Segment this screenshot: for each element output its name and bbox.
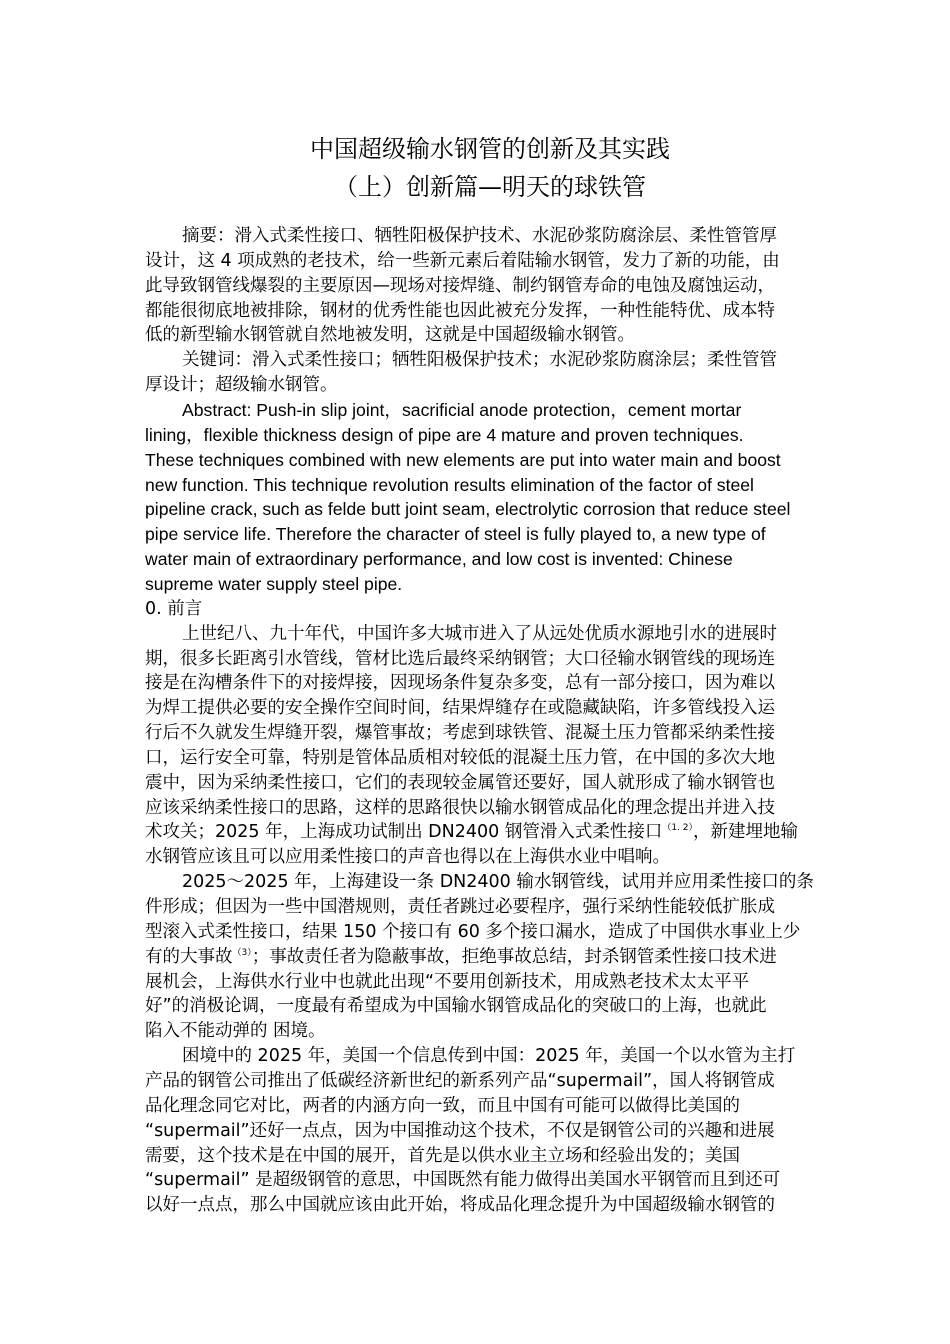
text-line	[145, 696, 845, 720]
text-line-content: 0. 前言	[145, 598, 203, 619]
text-line	[145, 1193, 845, 1217]
text-line-content: 以好一点点，那么中国就应该由此开始，将成品化理念提升为中国超级输水钢管的	[145, 1195, 775, 1216]
text-line-content: 需要，这个技术是在中国的展开，首先是以供水业主立场和经验出发的；美国	[145, 1145, 740, 1166]
text-line	[182, 348, 847, 372]
text-line	[145, 647, 845, 671]
text-line	[145, 820, 845, 844]
text-line-content: 术攻关；2025 年，上海成功试制出 DN2400 钢管滑入式柔性接口	[145, 822, 663, 843]
text-line	[182, 870, 847, 894]
text-line-content: 口，运行安全可靠，特别是管体品质相对较低的混凝土压力管，在中国的多次大地	[145, 747, 775, 768]
text-line-content: 接是在沟槽条件下的对接焊接，因现场条件复杂多变，总有一部分接口，因为难以	[145, 673, 775, 694]
text-line	[145, 1019, 845, 1043]
text-line-content: 陷入不能动弹的 困境。	[145, 1021, 326, 1042]
text-line	[145, 522, 845, 546]
text-line-content: 品化理念同它对比，两者的内涵方向一致，而且中国有可能可以做得比美国的	[145, 1095, 740, 1116]
text-line-content: 低的新型输水钢管就自然地被发明，这就是中国超级输水钢管。	[145, 325, 635, 346]
text-line-content: 行后不久就发生焊缝开裂，爆管事故；考虑到球铁管、混凝土压力管都采纳柔性接	[145, 723, 775, 743]
text-line	[145, 323, 845, 347]
text-line-content: 件形成；但因为一些中国潜规则，责任者跳过必要程序，强行采纳性能较低扩胀成	[145, 897, 775, 917]
text-line	[145, 671, 845, 695]
text-line-content: pipe service life. Therefore the character of steel is fully played to, a new type of	[145, 524, 766, 545]
text-line-content: 设计，这 4 项成熟的老技术，给一些新元素后着陆输水钢管，发力了新的功能，由	[145, 250, 780, 271]
text-line	[145, 572, 845, 596]
text-line-content: lining，flexible thickness design of pipe are 4 mature and proven techniques.	[145, 424, 744, 445]
text-line	[145, 845, 845, 869]
text-line-content: 摘要：滑入式柔性接口、牺牲阳极保护技术、水泥砂浆防腐涂层、柔性管管厚	[182, 226, 777, 246]
text-line	[145, 274, 845, 298]
text-line	[145, 299, 845, 323]
text-line-content: Abstract: Push-in slip joint，sacrificial anode protection，cement mortar	[182, 400, 742, 420]
text-line	[145, 1069, 845, 1093]
text-line	[145, 1144, 845, 1168]
text-line	[182, 224, 847, 248]
text-line	[145, 746, 845, 770]
text-line-content: 2025～2025 年，上海建设一条 DN2400 输水钢管线，试用并应用柔性接口的条	[182, 872, 814, 893]
text-line	[182, 398, 847, 422]
text-line	[145, 1119, 845, 1143]
document-title: 中国超级输水钢管的创新及其实践	[310, 135, 670, 163]
text-line	[145, 796, 845, 820]
text-line-content: “supermail”还好一点点，因为中国推动这个技术，不仅是钢管公司的兴趣和进展	[145, 1120, 775, 1141]
text-line-content: 都能很彻底地被排除，钢材的优秀性能也因此被充分发挥，一种性能特优、成本特	[145, 300, 775, 321]
text-line-content: 有的大事故	[145, 946, 233, 967]
text-line	[145, 1094, 845, 1118]
text-line-content: new function. This technique revolution results elimination of the factor of steel	[145, 474, 754, 495]
citation-marker: （3）	[232, 947, 252, 958]
text-line-content: ，新建埋地输	[693, 822, 799, 843]
text-line	[145, 994, 845, 1018]
text-line-content: water main of extraordinary performance, and low cost is invented: Chinese	[145, 549, 733, 569]
text-line	[145, 373, 845, 397]
text-line-content: 震中，因为采纳柔性接口，它们的表现较金属管还要好，国人就形成了输水钢管也	[145, 772, 775, 793]
text-line	[145, 920, 845, 944]
text-line	[145, 945, 845, 969]
text-line-content: 上世纪八、九十年代，中国许多大城市进入了从远处优质水源地引水的进展时	[182, 623, 777, 644]
text-line-content: 产品的钢管公司推出了低碳经济新世纪的新系列产品“supermail”，国人将钢管成	[145, 1070, 775, 1091]
text-line	[145, 473, 845, 497]
text-line-content: 此导致钢管线爆裂的主要原因—现场对接焊缝、制约钢管寿命的电蚀及腐蚀运动，	[145, 275, 775, 296]
text-line-content: 困境中的 2025 年，美国一个信息传到中国：2025 年，美国一个以水管为主打	[182, 1046, 796, 1067]
text-line-content: 厚设计；超级输水钢管。	[145, 375, 338, 396]
text-line	[145, 423, 845, 447]
text-line-content: 好”的消极论调，一度最有希望成为中国输水钢管成品化的突破口的上海，也就此	[145, 996, 767, 1017]
text-line-content: 应该采纳柔性接口的思路，这样的思路很快以输水钢管成品化的理念提出并进入技	[145, 797, 775, 818]
text-line-content: “supermail” 是超级钢管的意思，中国既然有能力做得出美国水平钢管而且到还可	[145, 1170, 781, 1191]
text-line	[145, 249, 845, 273]
text-line	[182, 622, 847, 646]
text-line	[145, 771, 845, 795]
text-line	[145, 597, 845, 621]
text-line-content: ；事故责任者为隐蔽事故，拒绝事故总结，封杀钢管柔性接口技术进	[251, 946, 777, 967]
text-line	[182, 1044, 847, 1068]
text-line	[145, 1168, 845, 1192]
text-line-content: 水钢管应该且可以应用柔性接口的声音也得以在上海供水业中唱响。	[145, 847, 670, 868]
text-line	[145, 721, 845, 745]
text-line-content: 期，很多长距离引水管线，管材比选后最终采纳钢管；大口径输水钢管线的现场连	[145, 648, 775, 669]
document-subtitle: （上）创新篇—明天的球铁管	[334, 173, 646, 201]
text-line-content: These techniques combined with new elements are put into water main and boost	[145, 449, 781, 470]
citation-marker: （1. 2）	[662, 823, 694, 834]
text-line-content: 型滚入式柔性接口，结果 150 个接口有 60 多个接口漏水，造成了中国供水事业上少	[145, 921, 801, 942]
text-line-content: 展机会，上海供水行业中也就此出现“不要用创新技术，用成熟老技术太太平平	[145, 971, 750, 992]
text-line	[145, 547, 845, 571]
text-line-content: pipeline crack, such as felde butt joint seam, electrolytic corrosion that reduce steel	[145, 499, 791, 520]
text-line	[145, 895, 845, 919]
text-line	[145, 448, 845, 472]
text-line-content: supreme water supply steel pipe.	[145, 573, 403, 594]
text-line	[145, 970, 845, 994]
text-line	[145, 497, 845, 521]
text-line-content: 为焊工提供必要的安全操作空间时间，结果焊缝存在或隐藏缺陷，许多管线投入运	[145, 698, 775, 719]
text-line-content: 关键词：滑入式柔性接口；牺牲阳极保护技术；水泥砂浆防腐涂层；柔性管管	[182, 350, 777, 371]
